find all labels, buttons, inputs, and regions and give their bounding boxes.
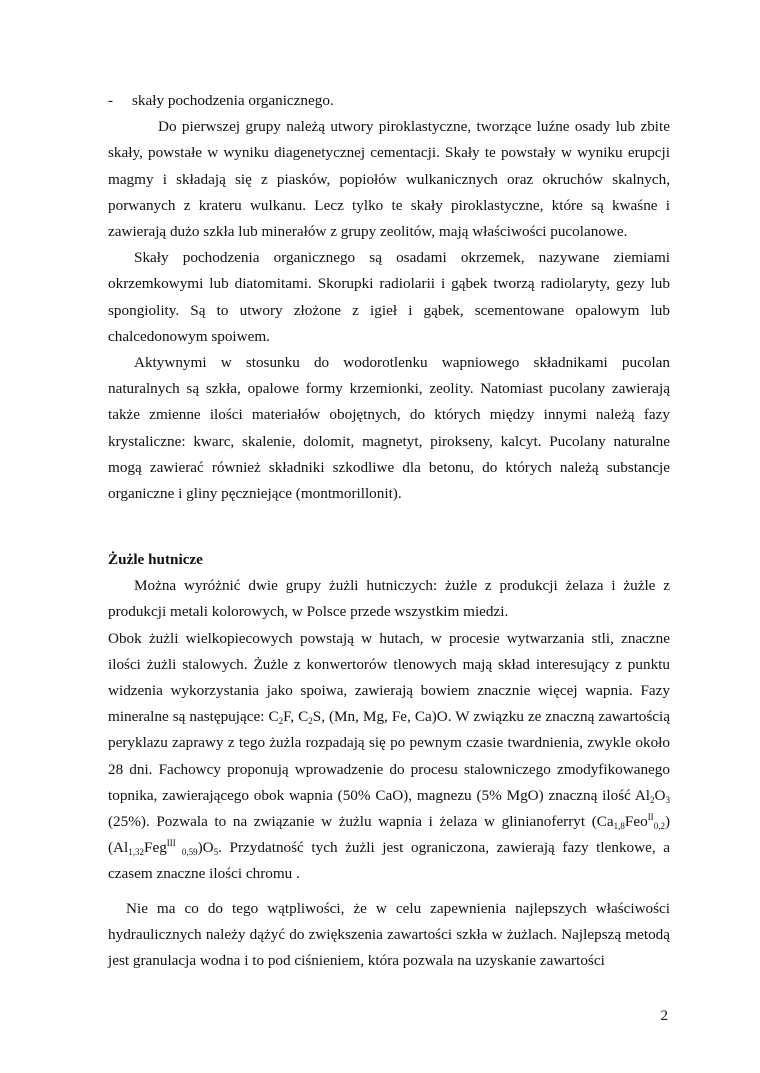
paragraph-slag-groups: Można wyróżnić dwie grupy żużli hutniczych: żużle z produkcji żelaza i żużle z produkcji metali kolorowych, w Polsce przede wszystkim miedzi. <box>108 577 670 621</box>
document-page <box>108 88 670 974</box>
page-number: 2 <box>660 1008 668 1024</box>
paragraph-organic: Skały pochodzenia organicznego są osadami okrzemek, nazywane ziemiami okrzemkowymi lub diatomitami. Skorupki radiolarii i gąbek tworzą radiolaryty, gezy lub spongiolity. Są to utwory złożone z igieł i gąbek, scementowane opalowym lub chalcedonowym spoiwem. <box>108 249 670 345</box>
paragraph-pyroclastic: Do pierwszej grupy należą utwory piroklastyczne, tworzące luźne osady lub zbite skały, powstałe w wyniku diagenetycznej cementacji. Skały te powstały w wyniku erupcji magmy i składają się z piasków, popiołów wulkanicznych oraz okruchów skalnych, porwanych z krateru wulkanu. Lecz tylko te skały piroklastyczne, które są kwaśne i zawierają dużo szkła lub minerałów z grupy zeolitów, mają właściwości pucolanowe. <box>108 118 670 241</box>
bullet-item <box>108 88 670 114</box>
section-gap <box>108 507 670 533</box>
bullet-dash: - <box>108 92 114 109</box>
paragraph-steel-slag: Obok żużli wielkopiecowych powstają w hutach, w procesie wytwarzania stli, znaczne ilości żużli stalowych. Żużle z konwertorów tlenowych mają skład interesujący z punktu widzenia wykorzystania jako spoiwa, zawierają bowiem znacznie więcej wapnia. Fazy mineralne są następujące: $C_2F$, $C_2S$, (Mn, Mg, Fe, Ca)O. W związku ze znaczną zawartością peryklazu zaprawy z tego żużla rozpadają się po pewnym czasie twardnienia, zwykle około 28 dni. Fachowcy proponują wprowadzenie do procesu stalowniczego zmodyfikowanego topnika, zawierającego obok wapnia (50% CaO), magnezu (5% MgO) znaczną ilość $Al_2O_3$ (25%). Pozwala to na związanie w żużlu wapnia i żelaza w glinianoferryt $(Ca_{1,8}Feo^{II}_{0,2})(Al_{1,32}Feg^{III}$ $_{0,59})O_5$. Przydatność tych żużli jest ograniczona, zawierają fazy tlenkowe, a czasem znaczne ilości chromu . <box>108 629 671 883</box>
paragraph-active-components: Aktywnymi w stosunku do wodorotlenku wapniowego składnikami pucolan naturalnych są szkła, opalowe formy krzemionki, zeolity. Natomiast pucolany zawierają także zmienne ilości materiałów obojętnych, do których między innymi należą fazy krystaliczne: kwarc, skalenie, dolomit, magnetyt, pirokseny, kalcyt. Pucolany naturalne mogą zawierać również składniki szkodliwe dla betonu, do których należą substancje organiczne i gliny pęczniejące (montmorillonit). <box>108 354 670 503</box>
paragraph-glass-content: Nie ma co do tego wątpliwości, że w celu zapewnienia najlepszych właściwości hydraulicznych należy dążyć do zwiększenia zawartości szkła w żużlach. Najlepszą metodą jest granulacja wodna i to pod ciśnieniem, która pozwala na uzyskanie zawartości <box>108 899 670 970</box>
bullet-text: skały pochodzenia organicznego. <box>132 92 334 109</box>
section-heading: Żużle hutnicze <box>108 551 203 569</box>
